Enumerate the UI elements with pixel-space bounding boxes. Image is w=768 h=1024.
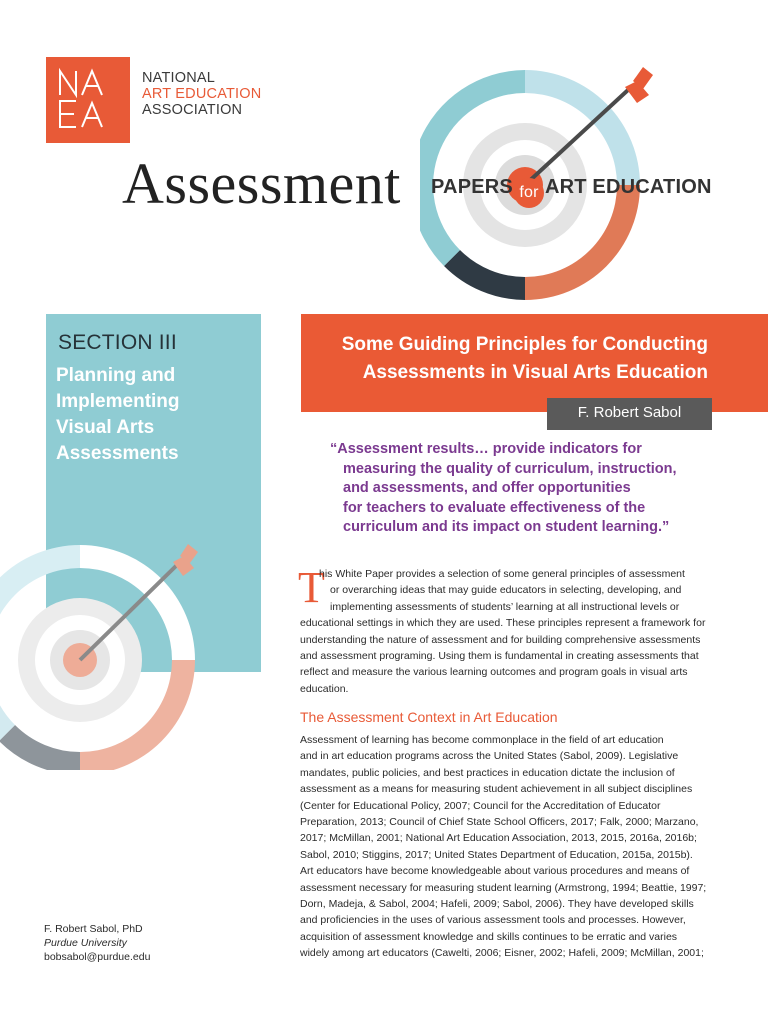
context-line: assessment necessary for measuring student learning (Armstrong, 1994; Beattie, 1997; xyxy=(300,881,707,894)
section-title-line: Visual Arts xyxy=(56,417,155,438)
section-label: SECTION III xyxy=(58,331,177,354)
footer-name: F. Robert Sabol, PhD xyxy=(44,923,143,935)
context-line: and proficiencies in the uses of various assessment tools and processes. However, xyxy=(300,914,686,927)
context-line: Dorn, Madeja, & Sabol, 2004; Hafeli, 2009; Sabol, 2006). They have developed skills xyxy=(300,898,694,911)
quote-line: curriculum and its impact on student learning.” xyxy=(343,519,670,535)
intro-line: or overarching ideas that may guide educators in selecting, developing, and xyxy=(330,584,682,597)
paper-title xyxy=(312,331,708,387)
context-line: mandates, public policies, and best practices in education dictate the inclusion of xyxy=(300,766,675,779)
author-name: F. Robert Sabol xyxy=(577,404,682,421)
intro-line: educational settings in which they are used. These principles represent a framework for xyxy=(300,617,706,630)
page-title: Assessment xyxy=(122,151,401,216)
logo-line-art-education: ART EDUCATION xyxy=(142,86,262,102)
section-heading: The Assessment Context in Art Education xyxy=(300,709,558,725)
intro-line: and assessment programing. Using them is fundamental in creating assessments that xyxy=(300,650,699,663)
footer-affiliation: Purdue University xyxy=(44,937,127,949)
paper-title-line: Some Guiding Principles for Conducting xyxy=(341,334,708,355)
intro-line: his White Paper provides a selection of some general principles of assessment xyxy=(319,568,685,580)
logo-line-association: ASSOCIATION xyxy=(142,102,243,118)
context-line: (Center for Educational Policy, 2007; Council for the Accreditation of Educator xyxy=(300,799,661,812)
quote-line: for teachers to evaluate effectiveness of the xyxy=(343,499,646,516)
intro-line: understanding the nature of assessment and for building comprehensive assessments xyxy=(300,633,701,646)
naea-logo xyxy=(46,57,130,143)
drop-cap: T xyxy=(298,563,325,612)
context-paragraph xyxy=(300,732,710,962)
quote-line: “Assessment results… provide indicators for xyxy=(330,441,642,457)
section-title-line: Assessments xyxy=(56,443,179,464)
quote-line: and assessments, and offer opportunities xyxy=(343,480,631,496)
quote-line: measuring the quality of curriculum, instruction, xyxy=(343,460,677,477)
context-line: acquisition of assessment knowledge and skills continues to be erratic and varies xyxy=(300,930,678,943)
intro-line: education. xyxy=(300,682,349,695)
pull-quote xyxy=(330,440,700,538)
context-line: Sabol, 2010; Stiggins, 2017; United States Department of Education, 2015a, 2015b). xyxy=(300,848,693,861)
context-line: Art educators have become knowledgeable about various procedures and means of xyxy=(300,865,690,878)
target-arrow-graphic-left xyxy=(0,540,200,770)
subtitle-art-education: ART EDUCATION xyxy=(544,176,712,198)
context-line: and in art education programs across the United States (Sabol, 2009). Legislative xyxy=(300,750,679,763)
naea-logo-mark-icon xyxy=(46,57,130,143)
author-footer xyxy=(44,922,150,964)
section-title-line: Planning and xyxy=(56,365,176,386)
context-line: Preparation, 2013; Council of Chief State School Officers, 2017; Falk, 2000; Marzano, xyxy=(300,816,699,829)
intro-line: implementing assessments of students’ learning at all instructional levels or xyxy=(330,600,680,613)
intro-paragraph xyxy=(298,563,710,697)
intro-line: reflect and measure the various learning outcomes and program goals in visual arts xyxy=(300,666,688,679)
section-title xyxy=(56,363,256,467)
section-title-line: Implementing xyxy=(56,391,180,412)
footer-email[interactable]: bobsabol@purdue.edu xyxy=(44,951,151,963)
paper-title-line: Assessments in Visual Arts Education xyxy=(362,362,708,383)
subtitle xyxy=(431,176,712,208)
naea-wordmark xyxy=(142,70,261,118)
context-line: assessment as a means for measuring student achievement in all subject disciplines xyxy=(300,783,693,796)
subtitle-papers: PAPERS xyxy=(431,176,513,198)
context-line: Assessment of learning has become commonplace in the field of art education xyxy=(300,734,664,746)
context-line: 2017; McMillan, 2001; National Art Education Association, 2013, 2015, 2016a, 2016b; xyxy=(300,832,697,845)
context-line: widely among art educators (Cawelti, 2006; Eisner, 2002; Hafeli, 2009; McMillan, 2001; xyxy=(300,947,704,960)
subtitle-for-badge: for xyxy=(514,178,544,208)
logo-line-national: NATIONAL xyxy=(142,70,216,86)
